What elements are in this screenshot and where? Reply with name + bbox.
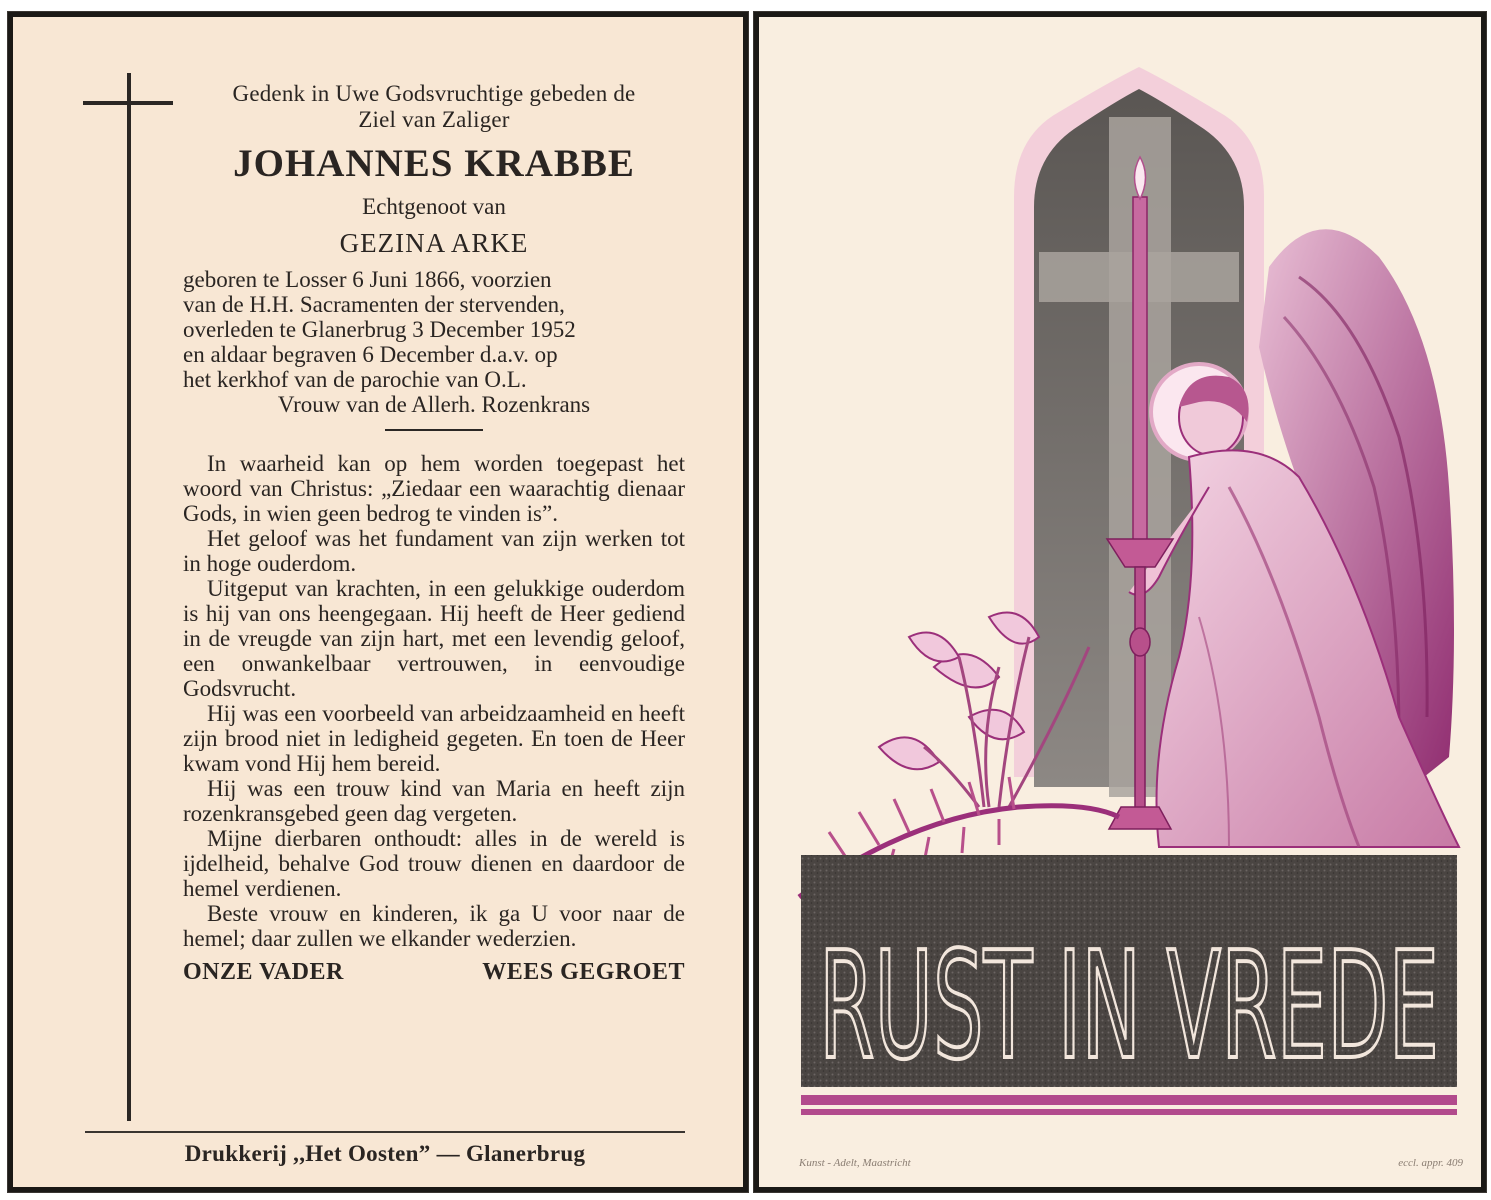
eulogy-paragraph: In waarheid kan op hem worden toegepast het woord van Christus: „Ziedaar een waarachtig dienaar Gods, in wien geen bedrog te vinden is”.	[183, 451, 685, 526]
eulogy-paragraph: Uitgeput van krachten, in een gelukkige ouderdom is hij van ons heengegaan. Hij heeft de Heer gediend in de vreugde van zijn hart, met een levendig geloof, een onwankelbaar vertrouwen, in eenvoudige Godsvrucht.	[183, 576, 685, 701]
intro-line-2: Ziel van Zaliger	[358, 107, 510, 132]
intro-line-1: Gedenk in Uwe Godsvruchtige gebeden de	[232, 81, 636, 106]
artist-credit: Kunst - Adelt, Maastricht	[799, 1157, 911, 1169]
eulogy-paragraph: Het geloof was het fundament van zijn werken tot in hoge ouderdom.	[183, 526, 685, 576]
prayer-hail-mary: WEES GEGROET	[482, 959, 685, 985]
prayer-our-father: ONZE VADER	[183, 959, 344, 985]
bio-line: het kerkhof van de parochie van O.L.	[183, 367, 527, 392]
divider	[385, 429, 483, 431]
bio-line: geboren te Losser 6 Juni 1866, voorzien	[183, 267, 552, 292]
biography	[183, 267, 685, 417]
banner-text: RUST IN VREDE	[819, 920, 1439, 1092]
spouse-name: GEZINA ARKE	[339, 228, 529, 258]
eulogy-paragraph: Mijne dierbaren onthoudt: alles in de wereld is ijdelheid, behalve God trouw dienen en daardoor de hemel verdienen.	[183, 826, 685, 901]
candle	[1133, 197, 1147, 542]
eulogy-paragraph: Hij was een trouw kind van Maria en heeft zijn rozenkransgebed geen dag vergeten.	[183, 776, 685, 826]
footer-divider	[85, 1131, 685, 1133]
bio-line: Vrouw van de Allerh. Rozenkrans	[277, 392, 591, 417]
bio-line: en aldaar begraven 6 December d.a.v. op	[183, 342, 558, 367]
stripe-1	[801, 1095, 1457, 1105]
stripe-2	[801, 1109, 1457, 1115]
spouse-label: Echtgenoot van	[362, 194, 506, 219]
memorial-card-image-side	[754, 12, 1486, 1192]
angel-illustration	[759, 17, 1481, 1187]
eulogy-paragraph: Beste vrouw en kinderen, ik ga U voor naar de hemel; daar zullen we elkander wederzien.	[183, 901, 685, 951]
candle-stem	[1135, 567, 1145, 822]
bio-line: overleden te Glanerbrug 3 December 1952	[183, 317, 576, 342]
cross-bar	[83, 101, 173, 105]
approval-credit: eccl. appr. 409	[1398, 1157, 1463, 1169]
eulogy-paragraph: Hij was een voorbeeld van arbeidzaamheid en heeft zijn brood niet in ledigheid gegeten. En toen de Heer kwam vond Hij hem bereid.	[183, 701, 685, 776]
prayers	[183, 959, 685, 986]
printer-credit: Drukkerij ,,Het Oosten” — Glanerbrug	[184, 1141, 586, 1166]
memorial-text	[183, 81, 685, 986]
deceased-name: JOHANNES KRABBE	[233, 142, 635, 185]
cross-icon	[127, 73, 131, 1121]
bio-line: van de H.H. Sacramenten der stervenden,	[183, 292, 565, 317]
eulogy	[183, 451, 685, 951]
memorial-card-text-side	[8, 12, 748, 1192]
